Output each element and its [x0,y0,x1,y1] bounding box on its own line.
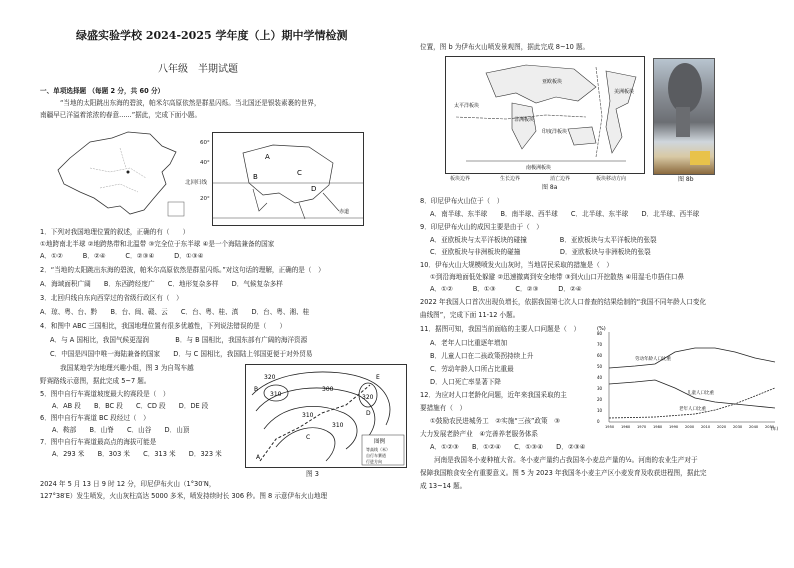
y-tick-label: 0 [597,419,600,424]
x-tick-label: 2000 [685,425,695,429]
question-options: C．劳动年龄人口所占比重最 [430,365,514,373]
legend-title: 图例 [374,439,386,445]
question-stem: 1．下列对我国地理位置的叙述，正确的有（ ） [40,228,190,236]
question-options: A．①②③ B．①②④ C．①③④ D．②③④ [430,443,586,451]
question-options: A．亚欧板块与太平洋板块的碰撞 B．亚欧板块与太平洋板块的张裂 [430,236,657,244]
question-options: C．中国是四国中唯一海陆兼备的国家 D．与 C 国相比，我国陆上邻国更便于对外贸易 [50,350,313,358]
latitude-label: 40° [200,160,210,166]
section-heading: 一、单项选择题 （每题 2 分，共 60 分） [40,87,165,95]
point-label: C [306,434,311,441]
point-label: E [376,374,380,381]
question-stem: 9．印尼伊布火山的成因主要是由于（ ） [420,223,543,231]
contour-value: 320 [362,394,374,401]
y-tick-label: 20 [597,397,603,402]
y-axis-unit: (%) [597,326,606,332]
contour-value: 320 [264,374,276,381]
question-stem: 8．印尼伊布火山位于（ ） [420,197,504,205]
question-stem: 2．“当地的太阳跳出东海的碧波，帕米尔高原依然是群星闪烁。”对这句话的理解，正确的是（ ） [40,266,325,274]
x-tick-label: 2050 [765,425,775,429]
population-chart [595,322,785,434]
y-tick-label: 40 [597,375,603,380]
question-options: A．AB 段 B．BC 段 C．CD 段 D．DE 段 [52,402,209,410]
x-tick-label: 1990 [669,425,679,429]
passage-text: 曲线图”，完成下面 11-12 小题。 [420,311,520,319]
contour-value: 310 [302,412,314,419]
contour-value: 310 [270,391,282,398]
y-tick-label: 50 [597,364,603,369]
question-statements: ①地跨南北半球 ②地跨热带和北温带 ③完全位于东半球 ④是一个海陆兼备的国家 [40,240,275,248]
legend-entry: 自行车赛道 [366,453,386,458]
x-tick-label: 2020 [717,425,727,429]
china-map [50,128,190,220]
question-options: A．与 A 国相比，我国气候更湿润 B．与 B 国相比，我国东部有广阔的海洋资源 [50,336,308,344]
series-label: 劳动年龄人口比重 [635,357,671,362]
passage-text: 成 13~14 题。 [420,482,467,490]
series-label: 儿童人口比重 [687,391,714,396]
passage-text: 127°38′E）发生喷发，火山灰柱高达 5000 多米，喷发持续时长 306 秒。图 8 示意伊布火山地理 [40,492,328,500]
question-options: C．亚欧板块与非洲板块的碰撞 D．亚欧板块与非洲板块的张裂 [430,248,651,256]
plate-label: 太平洋板块 [454,103,480,109]
question-options: A．老年人口比重逐年增加 [430,339,508,347]
question-options: A．①② B．②④ C．②③④ D．①③④ [40,252,204,260]
question-options: B．儿童人口在二孩政策拐持续上升 [430,352,534,360]
latitude-label: 60° [200,140,210,146]
plate-label: 美洲板块 [614,89,635,95]
x-tick-label: 1950 [605,425,615,429]
plate-label: 亚欧板块 [542,79,563,85]
x-tick-label: 2010 [701,425,711,429]
x-tick-label: 2030 [733,425,743,429]
question-options: A．鞍部 B．山脊 C．山谷 D．山顶 [52,426,190,434]
legend-entry: 消亡边界 [550,176,571,182]
x-tick-label: 2040 [749,425,759,429]
x-tick-label: 1980 [653,425,663,429]
y-tick-label: 80 [597,331,603,336]
legend-entry: 板块边界 [450,176,471,182]
figure-caption: 图 3 [306,470,319,478]
point-label: D [366,410,371,417]
question-statements: ①鼓励农民进城务工 ②实施“三孩”政策 ③ [430,417,561,425]
ash-cloud [668,63,702,113]
question-options: A．海域面积广阔 B．东西跨经度广 C．地形复杂多样 D．气候复杂多样 [40,280,283,288]
ash-column [676,107,690,137]
volcano-photo [653,58,715,175]
question-stem: 4．和图中 ABC 三国相比，我国地理位置有很多优越性，下列说法错误的是（ ） [40,322,287,330]
question-statements: ①到沿海地面低处躲避 ②迅速撤离到安全地带 ③到火山口开挖散热 ④用湿毛巾捂住口鼻 [430,273,685,281]
question-stem: 5．图中自行车赛道坡度最大的赛段是（ ） [40,390,170,398]
figure-caption: 图 8a [542,184,558,191]
neighbor-map [212,132,364,226]
y-tick-label: 30 [597,386,603,391]
passage-text: 野赛路线示意图，据此完成 5~7 题。 [40,377,151,385]
question-options: A．琼、粤、台、黔 B．台、闽、赣、云 C．台、粤、桂、滇 D．台、粤、湘、桂 [40,308,310,316]
question-statements: 大力发展老龄产业 ④完善养老服务体系 [420,430,539,438]
contour-map [245,364,407,468]
question-options: D．人口死亡率显著下降 [430,378,502,386]
plate-label: 南极洲板块 [526,165,552,171]
map-label: B [253,173,258,181]
passage-text: 位置，图 b 为伊布火山喷发景观图，据此完成 8~10 题。 [420,43,590,51]
question-options: A．南半球、东半球 B．南半球、西半球 C．北半球、东半球 D．北半球、西半球 [430,210,700,218]
question-stem: 6．图中自行车赛道 BC 段经过（ ） [40,414,150,422]
passage-text: 南疆早已洋溢着浓浓的春意......”据此，完成下面小题。 [40,111,202,119]
exam-title: 绿盛实验学校 2024-2025 学年度（上）期中学情检测 [76,29,348,42]
contour-value: 300 [322,386,334,393]
legend-entry: 板块移动方向 [596,176,627,182]
question-stem: 10．伊布火山大规模喷发火山灰时，当地居民采取的措施是（ ） [420,261,614,269]
question-options: A．293 米 B．303 米 C．313 米 D．323 米 [52,450,222,458]
tropic-label: 北回归线 [185,180,208,186]
passage-text: 2022 年我国人口首次出现负增长，依据我国第七次人口普查的结果绘制的“我国不同年龄人口变化 [420,298,707,306]
passage-text: 保障我国粮食安全有重要意义。图 5 为 2023 年我国冬小麦主产区小麦发育及收获进程图，据此完 [420,469,707,477]
plate-label: 非洲板块 [514,117,535,123]
latitude-label: 20° [200,196,210,202]
map-label: 赤道 [339,209,350,215]
question-stem: 3．北回归线自东向西穿过的省级行政区有（ ） [40,294,183,302]
passage-text: 我国某地学为地理兴趣小组，图 3 为自驾车越 [60,364,194,372]
exam-subtitle: 八年级 半期试题 [158,64,238,75]
series-working-age [609,348,775,368]
passage-text: “当地的太阳跳出东海的碧波，帕米尔高原依然是群星闪烁。当北国还是银装素裹的世界， [60,99,321,107]
question-stem: 12．为应对人口老龄化问题，近年来我国采取的主 [420,391,567,399]
y-tick-label: 70 [597,342,603,347]
point-label: B [254,386,259,393]
question-stem: 11．据图可知，我国当前面临的主要人口问题是（ ） [420,325,581,333]
map-label: C [297,169,302,177]
plate-map [445,56,645,174]
x-axis-unit: (年) [771,426,779,431]
figure-caption: 图 8b [678,176,694,183]
passage-text: 2024 年 5 月 13 日 9 时 12 分，印尼伊布火山（1°30′N， [40,480,216,488]
house [690,151,710,165]
passage-text: 河南是我国冬小麦种植大省。冬小麦产量约占我国冬小麦总产量的½。河南的农业生产对于 [434,456,698,464]
question-options: A．①② B．①③ C．②③ D．②④ [430,285,582,293]
x-tick-label: 1960 [621,425,631,429]
plate-label: 印度洋板块 [542,129,568,135]
question-stem: 7．图中自行车赛道最高点的海拔可能是 [40,438,157,446]
y-tick-label: 10 [597,408,603,413]
legend-entry: 等高线（米） [366,447,390,452]
y-tick-label: 60 [597,353,603,358]
contour-value: 310 [332,422,344,429]
series-label: 老年人口比重 [679,407,706,412]
question-stem: 要措施有（ ） [420,404,467,412]
point-label: A [256,454,261,461]
legend-entry: 行进方向 [366,459,382,464]
x-tick-label: 1970 [637,425,647,429]
legend-entry: 生长边界 [500,176,521,182]
map-label: A [265,153,270,161]
map-label: D [311,185,317,193]
